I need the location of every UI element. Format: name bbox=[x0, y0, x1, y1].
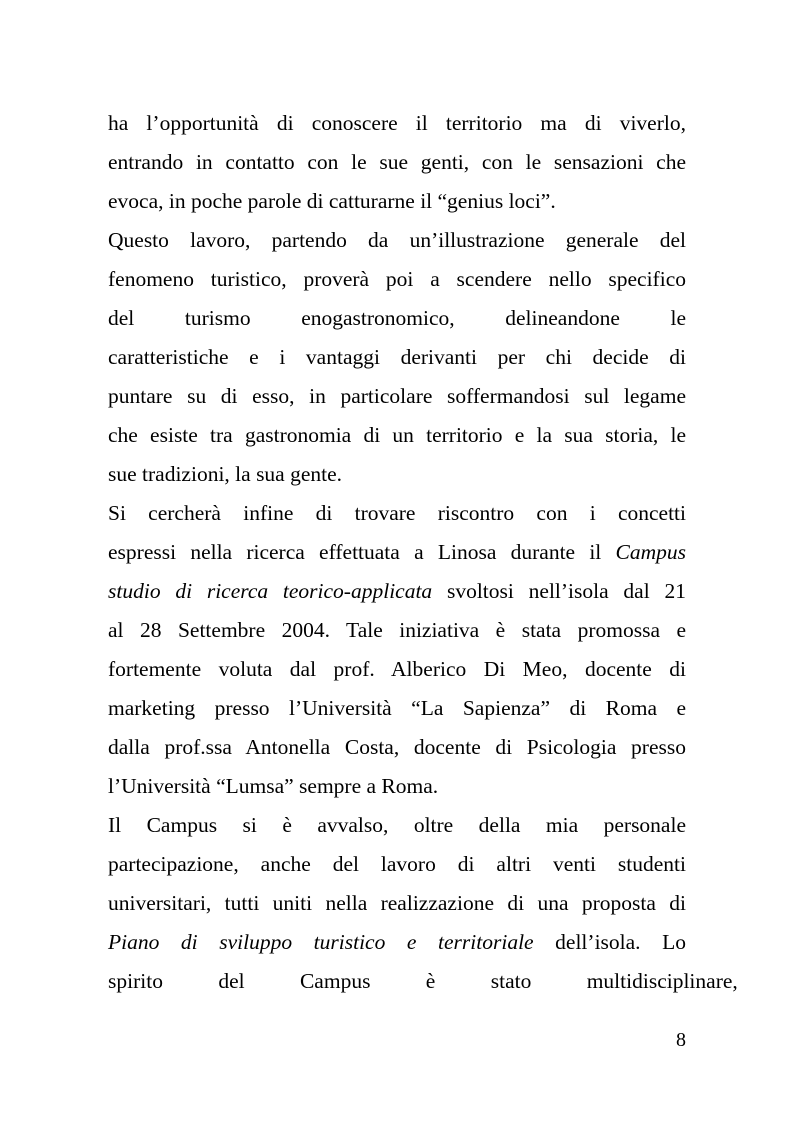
text-line bbox=[108, 929, 686, 955]
text-line: sue tradizioni, la sua gente. bbox=[108, 462, 343, 486]
text-line: Questo lavoro, partendo da un’illustrazione generale del bbox=[108, 228, 686, 252]
text-line: marketing presso l’Università “La Sapienza” di Roma e bbox=[108, 696, 686, 720]
text-line: caratteristiche e i vantaggi derivanti per chi decide di bbox=[108, 345, 686, 369]
page-number: 8 bbox=[676, 1029, 686, 1051]
text-line: partecipazione, anche del lavoro di altri venti studenti bbox=[108, 852, 686, 876]
text-line: puntare su di esso, in particolare soffermandosi sul legame bbox=[108, 384, 686, 408]
text-line: fortemente voluta dal prof. Alberico Di Meo, docente di bbox=[108, 657, 686, 681]
text-line: ha l’opportunità di conoscere il territorio ma di viverlo, bbox=[108, 111, 686, 135]
italic-term-campus: Campus bbox=[615, 540, 686, 564]
text-line: l’Università “Lumsa” sempre a Roma. bbox=[108, 774, 439, 798]
italic-term-plan: Piano di sviluppo turistico e territoriale bbox=[108, 930, 534, 954]
text-line: dalla prof.ssa Antonella Costa, docente di Psicologia presso bbox=[108, 735, 686, 759]
text-line: fenomeno turistico, proverà poi a scendere nello specifico bbox=[108, 267, 686, 291]
text-span: dell’isola. Lo bbox=[533, 930, 687, 954]
italic-term-campus-title: studio di ricerca teorico-applicata bbox=[108, 579, 433, 603]
text-span: svoltosi nell’isola dal 21 bbox=[432, 579, 686, 603]
text-line: evoca, in poche parole di catturarne il “genius loci”. bbox=[108, 189, 556, 213]
text-line: spirito del Campus è stato multidisciplinare, bbox=[108, 969, 738, 993]
text-line: al 28 Settembre 2004. Tale iniziativa è stata promossa e bbox=[108, 618, 686, 642]
text-line: entrando in contatto con le sue genti, con le sensazioni che bbox=[108, 150, 686, 174]
text-line: Il Campus si è avvalso, oltre della mia personale bbox=[108, 813, 686, 837]
text-line: universitari, tutti uniti nella realizzazione di una proposta di bbox=[108, 891, 686, 915]
text-line bbox=[108, 539, 686, 565]
text-line bbox=[108, 578, 686, 604]
text-line: che esiste tra gastronomia di un territorio e la sua storia, le bbox=[108, 423, 686, 447]
text-line: del turismo enogastronomico, delineandone le bbox=[108, 306, 686, 330]
text-line: Si cercherà infine di trovare riscontro con i concetti bbox=[108, 501, 686, 525]
text-span: espressi nella ricerca effettuata a Linosa durante il bbox=[108, 540, 616, 564]
